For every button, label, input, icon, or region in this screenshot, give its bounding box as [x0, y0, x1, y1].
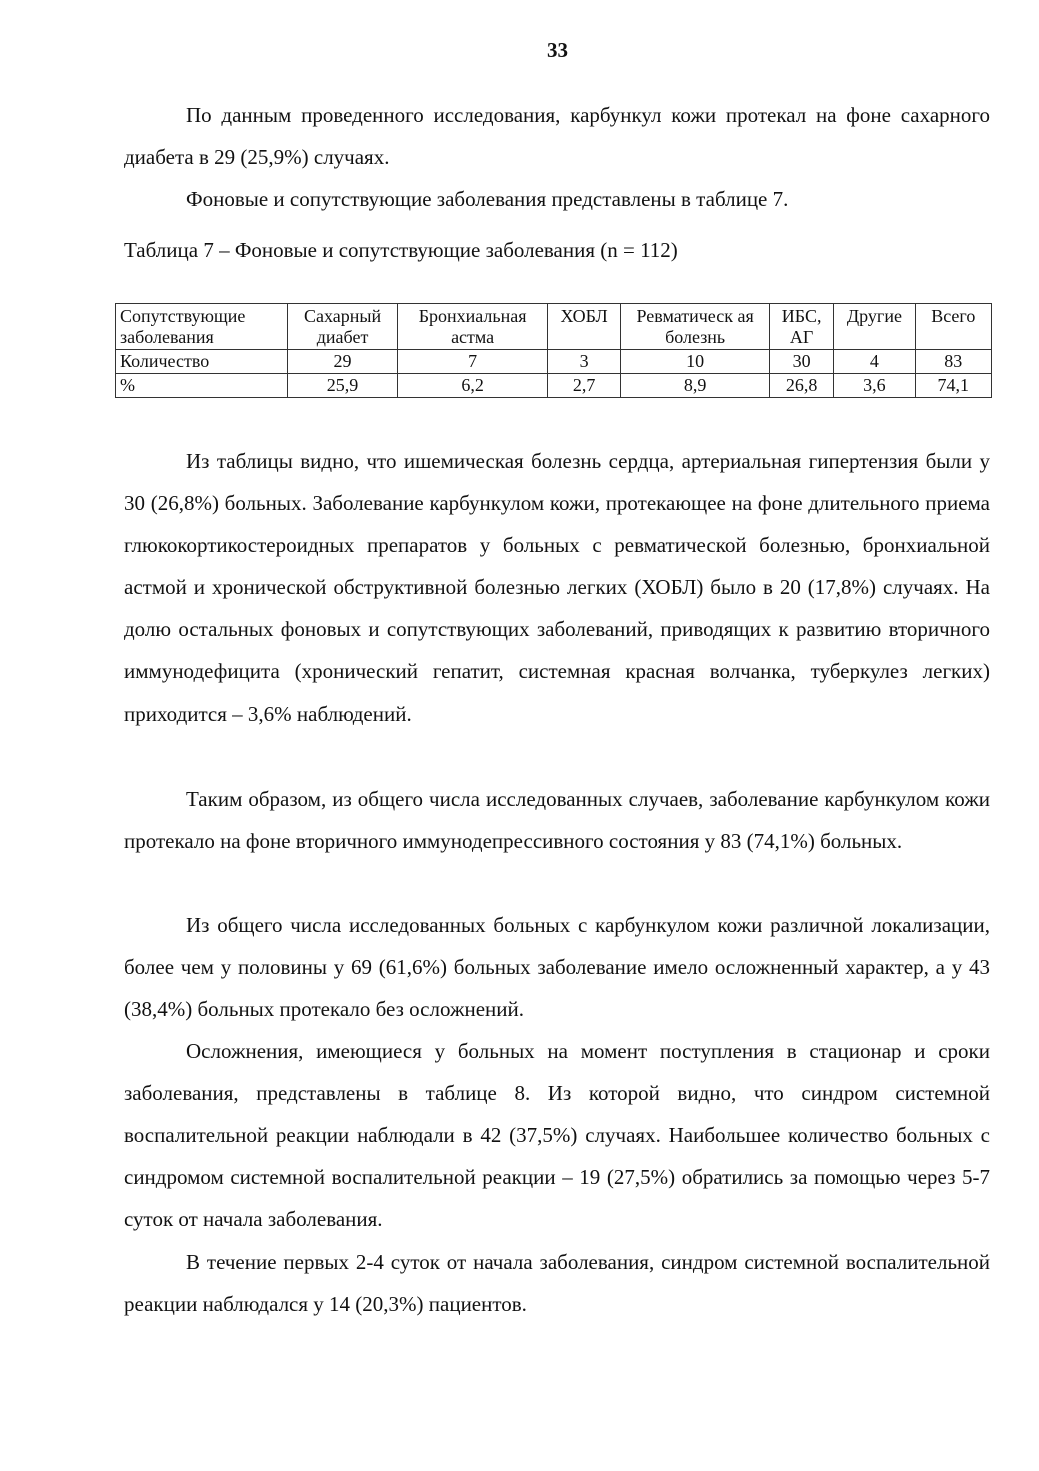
table-row-percent [116, 374, 992, 398]
table-cell: 7 [398, 350, 548, 374]
paragraph-diabetes: По данным проведенного исследования, карбункул кожи протекал на фоне сахарного диабета в 29 (25,9%) случаях. [124, 103, 990, 170]
paragraph-conclusion: Таким образом, из общего числа исследованных случаев, заболевание карбункулом кожи протекало на фоне вторичного иммунодепрессивного состояния у 83 (74,1%) больных. [124, 787, 990, 854]
table-cell: 26,8 [769, 374, 833, 398]
table-header-cell: Сопутствующие заболевания [116, 304, 288, 350]
table-cell: 30 [769, 350, 833, 374]
paragraph-table-analysis: Из таблицы видно, что ишемическая болезнь сердца, артериальная гипертензия были у 30 (26,8%) больных. Заболевание карбункулом кожи, протекающее на фоне длительного приема глюкокортикостероидных препаратов у больных с ревматической болезнью, бронхиальной астмой и хронической обструктивной болезнью легких (ХОБЛ) было в 20 (17,8%) случаях. На долю остальных фоновых и сопутствующих заболеваний, приводящих к развитию вторичного иммунодефицита (хронический гепатит, системная красная волчанка, туберкулез легких) приходится – 3,6% наблюдений. [124, 449, 990, 726]
table-cell: 6,2 [398, 374, 548, 398]
paragraph-table-ref: Фоновые и сопутствующие заболевания представлены в таблице 7. [186, 187, 789, 211]
table-cell: 29 [287, 350, 398, 374]
paragraph-early-days: В течение первых 2-4 суток от начала заболевания, синдром системной воспалительной реакции наблюдался у 14 (20,3%) пациентов. [124, 1250, 990, 1317]
table-cell: 3,6 [834, 374, 915, 398]
table-header-cell: Другие [834, 304, 915, 350]
table-header-cell: ИБС, АГ [769, 304, 833, 350]
table-cell: 74,1 [915, 374, 991, 398]
table-cell: 10 [621, 350, 770, 374]
table-cell: 3 [547, 350, 620, 374]
table-cell: Количество [116, 350, 288, 374]
table-header-row [116, 304, 992, 350]
table-header-cell: Сахарный диабет [287, 304, 398, 350]
table-cell: 25,9 [287, 374, 398, 398]
table-header-cell: Бронхиальная астма [398, 304, 548, 350]
comorbidity-table [115, 303, 992, 398]
page-number: 33 [547, 38, 568, 62]
table-cell: 4 [834, 350, 915, 374]
table-header-cell: Ревматическ ая болезнь [621, 304, 770, 350]
paragraph-table8-ref: Осложнения, имеющиеся у больных на момент поступления в стационар и сроки заболевания, представлены в таблице 8. Из которой видно, что синдром системной воспалительной реакции наблюдали в 42 (37,5%) случаях. Наибольшее количество больных с синдромом системной воспалительной реакции – 19 (27,5%) обратились за помощью через 5-7 суток от начала заболевания. [124, 1039, 990, 1232]
paragraph-complications: Из общего числа исследованных больных с карбункулом кожи различной локализации, более чем у половины у 69 (61,6%) больных заболевание имело осложненный характер, а у 43 (38,4%) больных протекало без осложнений. [124, 913, 990, 1022]
table-header-cell: ХОБЛ [547, 304, 620, 350]
table-cell: 83 [915, 350, 991, 374]
table-caption: Таблица 7 – Фоновые и сопутствующие заболевания (n = 112) [124, 238, 678, 262]
table-cell: % [116, 374, 288, 398]
table-cell: 8,9 [621, 374, 770, 398]
table-cell: 2,7 [547, 374, 620, 398]
table-row-count [116, 350, 992, 374]
table-header-cell: Всего [915, 304, 991, 350]
